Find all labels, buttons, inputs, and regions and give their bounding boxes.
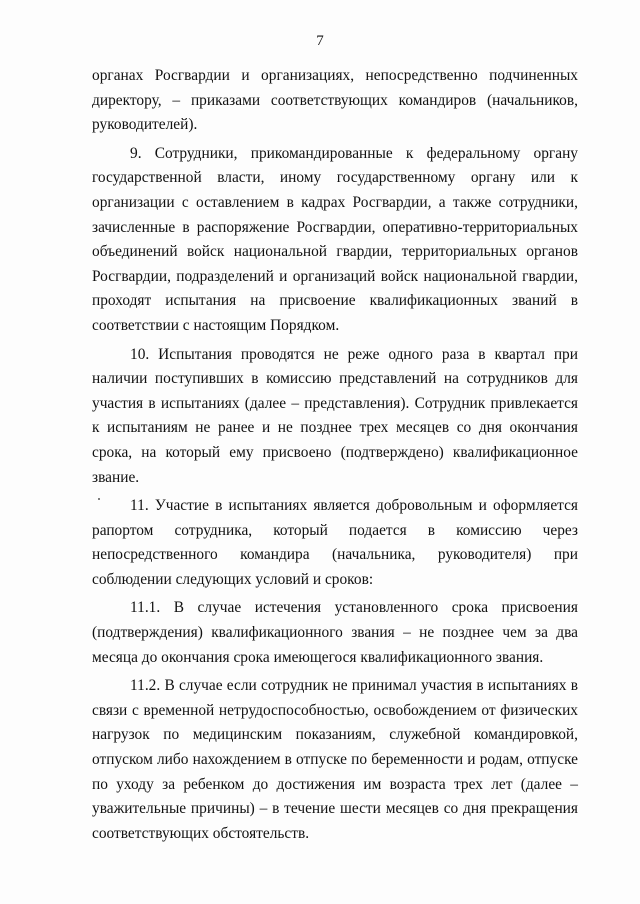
paragraph-11-1: 11.1. В случае истечения установленного срока присвоения (подтверждения) квалификационного звания – не позднее чем за два месяца до окончания срока имеющегося квалификационного звания.	[92, 599, 578, 666]
scan-speck	[98, 498, 100, 500]
paragraph-11: 11. Участие в испытаниях является добровольным и оформляется рапортом сотрудника, который подается в комиссию через непосредственного командира (начальника, руководителя) при соблюдении следующих условий и сроков:	[92, 497, 578, 588]
paragraph-9: 9. Сотрудники, прикомандированные к федеральному органу государственной власти, иному государственному органу или к организации с оставлением в кадрах Росгвардии, а также сотрудники, зачисленные в распоряжение Росгвардии, оперативно-территориальных объединений войск национальной гвардии, территориальных органов Росгвардии, подразделений и организаций войск национальной гвардии, проходят испытания на присвоение квалификационных званий в соответствии с настоящим Порядком.	[92, 144, 578, 334]
paragraph-10: 10. Испытания проводятся не реже одного раза в квартал при наличии поступивших в комиссию представлений на сотрудников для участия в испытаниях (далее – представления). Сотрудник привлекается к испытаниям не ранее и не позднее трех месяцев со дня окончания срока, на который ему присвоено (подтверждено) квалификационное звание.	[92, 345, 578, 486]
paragraph-11-2: 11.2. В случае если сотрудник не принимал участия в испытаниях в связи с временной нетрудоспособностью, освобождением от физических нагрузок по медицинским показаниям, служебной командировкой, отпуском либо нахождением в отпуске по беременности и родам, отпуске по уходу за ребенком до достижения им возраста трех лет (далее – уважительные причины) – в течение шести месяцев со дня прекращения соответствующих обстоятельств.	[92, 677, 578, 842]
page-number: 7	[316, 33, 324, 49]
paragraph-continuation: органах Росгвардии и организациях, непосредственно подчиненных директору, – приказами соответствующих командиров (начальников, руководителей).	[92, 67, 578, 134]
document-body	[92, 64, 578, 846]
